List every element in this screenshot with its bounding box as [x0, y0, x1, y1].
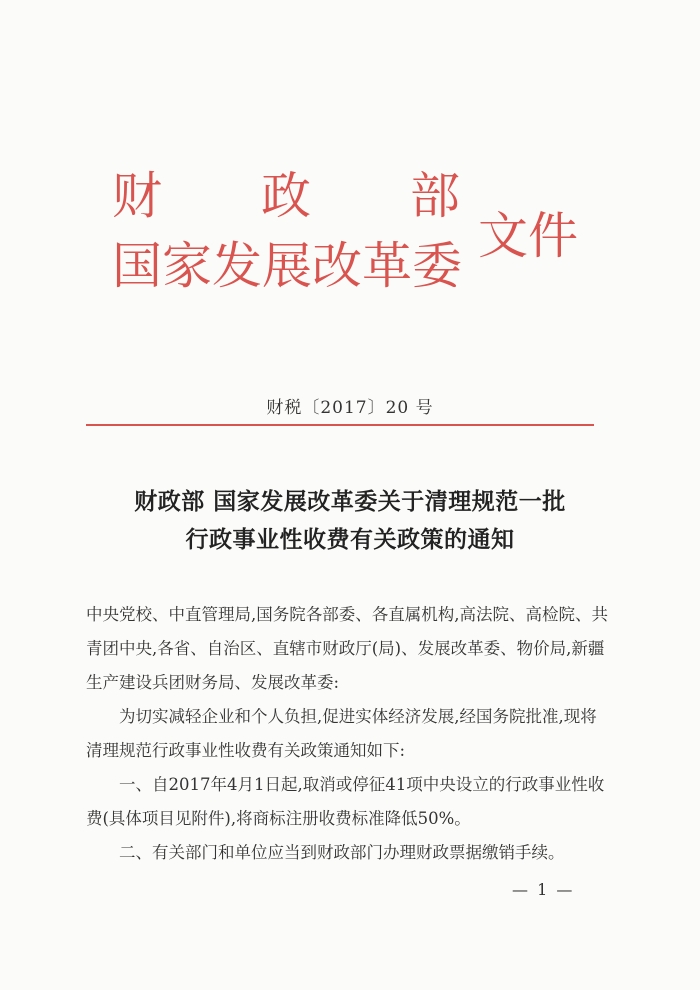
issuer-char: 政: [261, 167, 313, 225]
paragraph: 二、有关部门和单位应当到财政部门办理财政票据缴销手续。: [119, 843, 565, 862]
doc-type-label: 文件: [478, 207, 578, 265]
paragraph: 一、自2017年4月1日起,取消或停征41项中央设立的行政事业性收费(具体项目见附件),将商标注册收费标准降低50%。: [86, 775, 605, 828]
issuer-char: 财: [112, 167, 164, 225]
issuer-char: 部: [410, 167, 462, 225]
addressee: 中央党校、中直管理局,国务院各部委、各直属机构,高法院、高检院、共青团中央,各省、自治区、直辖市财政厅(局)、发展改革委、物价局,新疆生产建设兵团财务局、发展改革委:: [86, 605, 608, 692]
issuer-line-1: [112, 168, 462, 224]
title-line-2: 行政事业性收费有关政策的通知: [185, 526, 515, 553]
page-number: — 1 —: [512, 880, 575, 899]
document-number: 财税〔2017〕20 号: [266, 398, 434, 418]
paragraph: 为切实减轻企业和个人负担,促进实体经济发展,经国务院批准,现将清理规范行政事业性收费有关政策通知如下:: [86, 707, 597, 760]
issuer-line-2: 国家发展改革委: [112, 237, 462, 295]
red-divider: [86, 424, 594, 426]
title-line-1: 财政部 国家发展改革委关于清理规范一批: [134, 488, 566, 515]
